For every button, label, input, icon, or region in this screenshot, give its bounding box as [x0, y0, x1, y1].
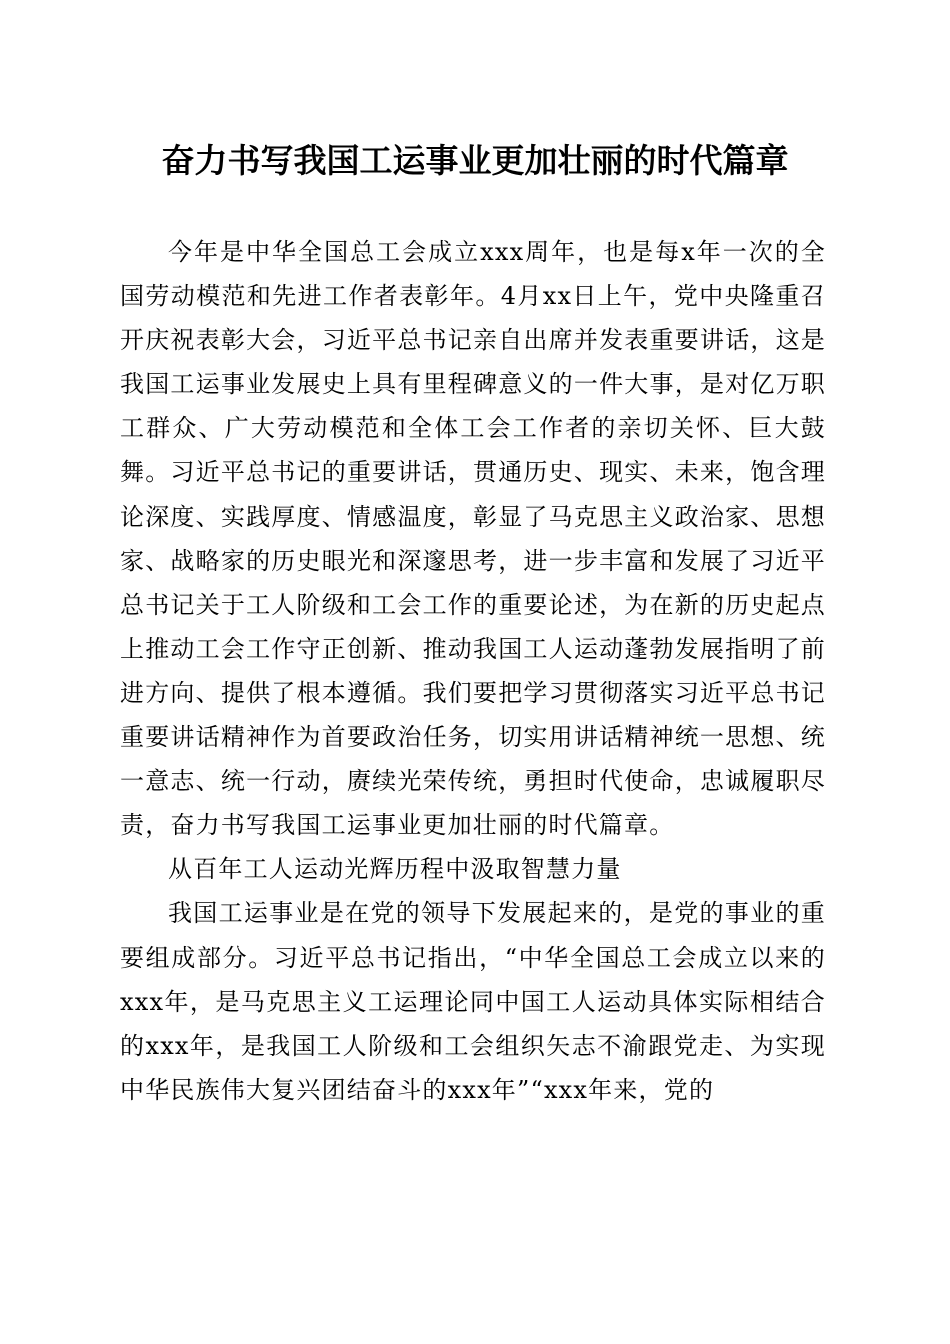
paragraph-2: 我国工运事业是在党的领导下发展起来的，是党的事业的重要组成部分。习近平总书记指出，“中华全国总工会成立以来的xxx年，是马克思主义工运理论同中国工人运动具体实际相结合的xxx年，是我国工人阶级和工会组织矢志不渝跟党走、为实现中华民族伟大复兴团结奋斗的xxx年”“xxx年来，党的	[120, 899, 826, 1104]
section-heading: 从百年工人运动光辉历程中汲取智慧力量	[168, 855, 622, 884]
paragraph-1: 今年是中华全国总工会成立xxx周年，也是每x年一次的全国劳动模范和先进工作者表彰年。4月xx日上午，党中央隆重召开庆祝表彰大会，习近平总书记亲自出席并发表重要讲话，这是我国工运事业发展史上具有里程碑意义的一件大事，是对亿万职工群众、广大劳动模范和全体工会工作者的亲切关怀、巨大鼓舞。习近平总书记的重要讲话，贯通历史、现实、未来，饱含理论深度、实践厚度、情感温度，彰显了马克思主义政治家、思想家、战略家的历史眼光和深邃思考，进一步丰富和发展了习近平总书记关于工人阶级和工会工作的重要论述，为在新的历史起点上推动工会工作守正创新、推动我国工人运动蓬勃发展指明了前进方向、提供了根本遵循。我们要把学习贯彻落实习近平总书记重要讲话精神作为首要政治任务，切实用讲话精神统一思想、统一意志、统一行动，赓续光荣传统，勇担时代使命，忠诚履职尽责，奋力书写我国工运事业更加壮丽的时代篇章。	[120, 238, 826, 840]
document-body	[120, 230, 826, 1112]
document-title: 奋力书写我国工运事业更加壮丽的时代篇章	[161, 141, 789, 180]
